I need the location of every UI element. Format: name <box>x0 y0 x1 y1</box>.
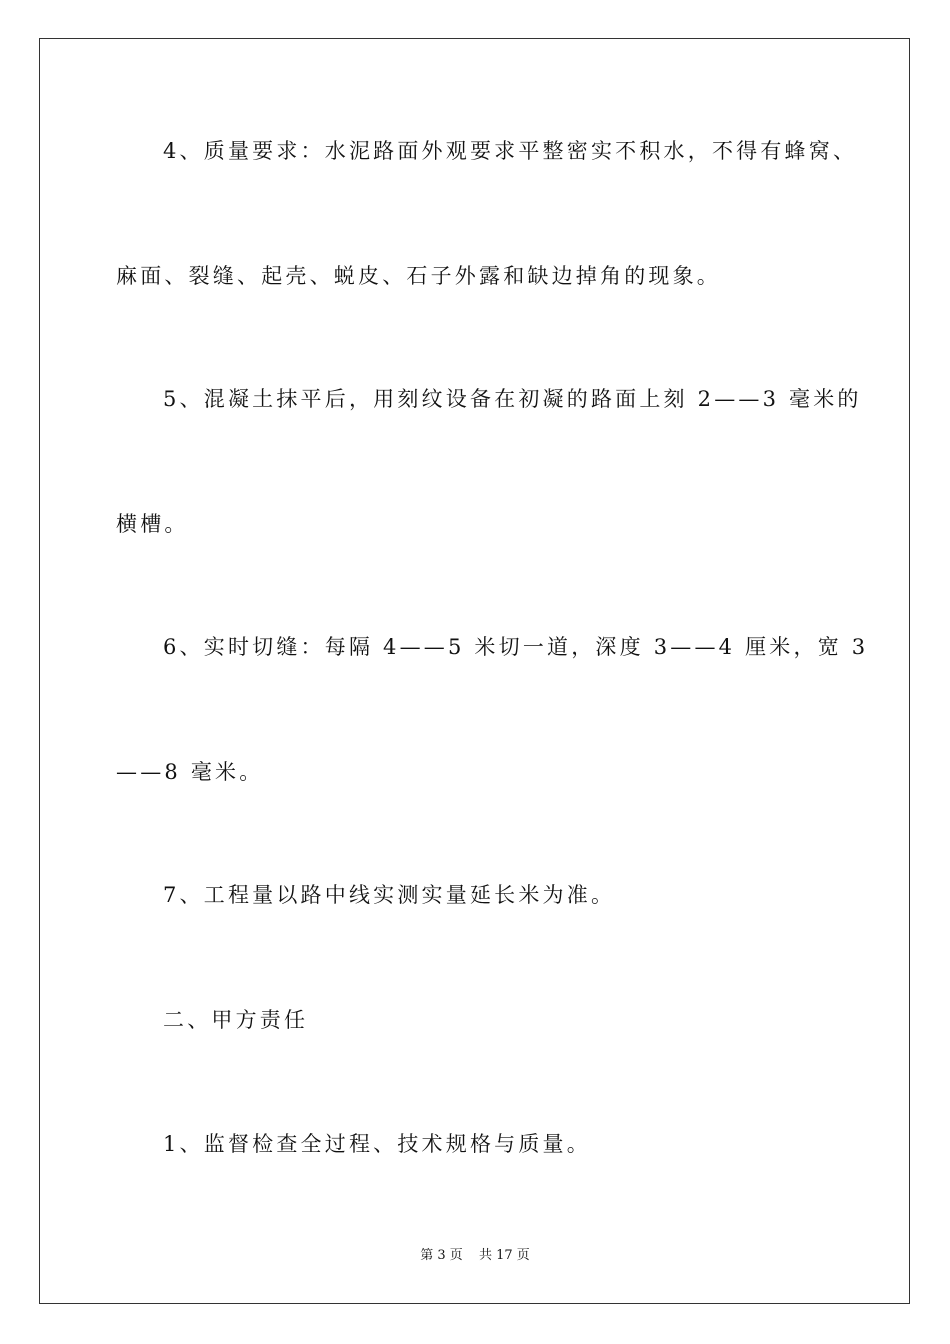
paragraph-line: 6、实时切缝：每隔 4——5 米切一道，深度 3——4 厘米，宽 3 <box>163 635 869 659</box>
paragraph-line: 麻面、裂缝、起壳、蜕皮、石子外露和缺边掉角的现象。 <box>116 264 721 288</box>
page-border <box>39 38 910 1304</box>
page-total: 共 17 页 <box>478 1248 530 1263</box>
paragraph-line: 横槽。 <box>116 512 189 536</box>
paragraph-line: ——8 毫米。 <box>116 760 264 784</box>
section-heading: 二、甲方责任 <box>163 1008 309 1032</box>
paragraph-line: 7、工程量以路中线实测实量延长米为准。 <box>163 883 616 907</box>
page-footer <box>0 1249 950 1262</box>
page-number: 第 3 页 <box>420 1248 463 1263</box>
paragraph-line: 5、混凝土抹平后，用刻纹设备在初凝的路面上刻 2——3 毫米的 <box>163 387 862 411</box>
paragraph-line: 1、监督检查全过程、技术规格与质量。 <box>163 1132 591 1156</box>
paragraph-line: 4、质量要求：水泥路面外观要求平整密实不积水，不得有蜂窝、 <box>163 139 858 163</box>
